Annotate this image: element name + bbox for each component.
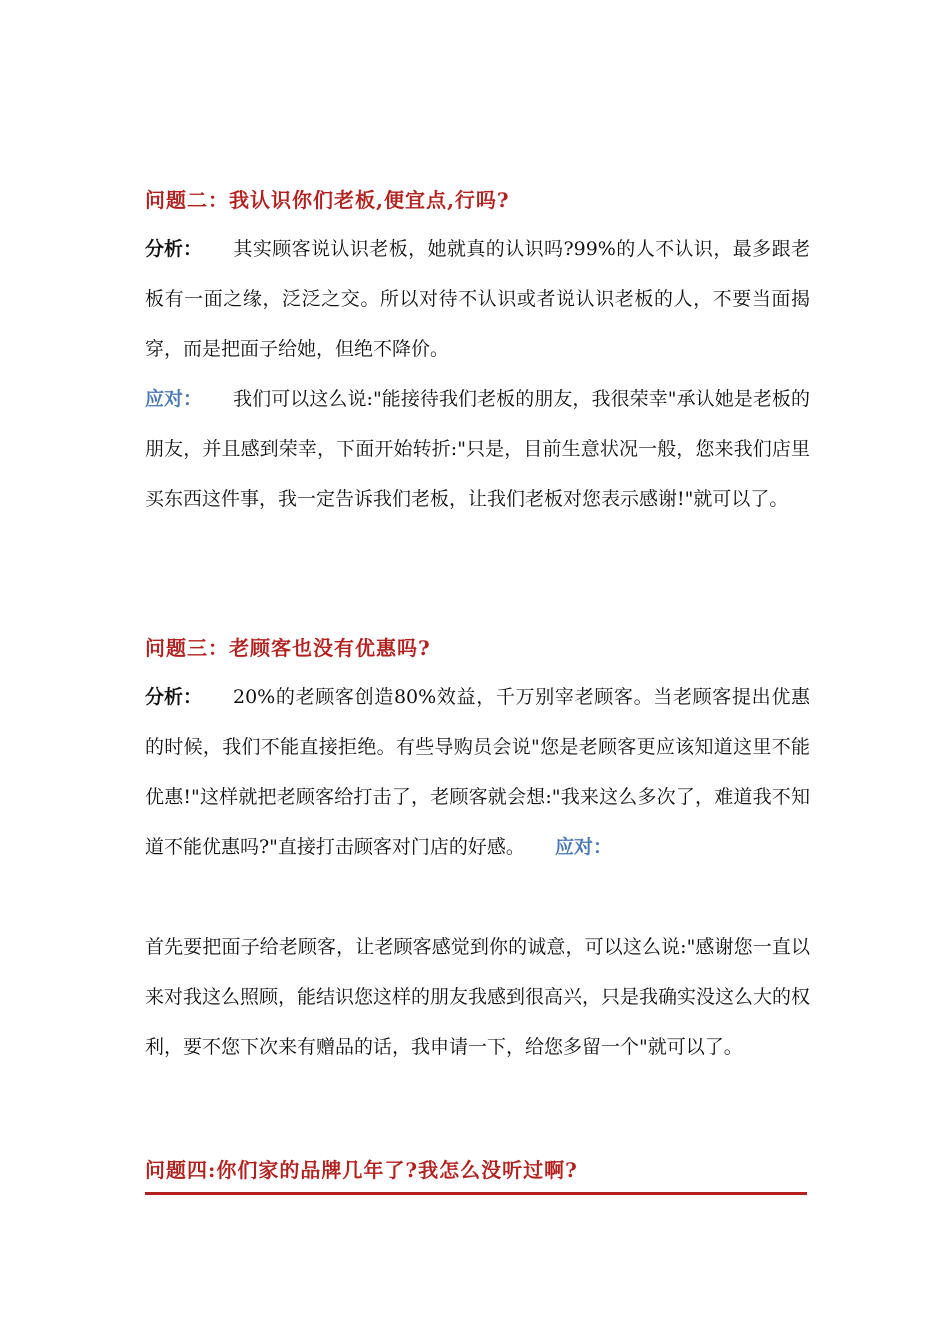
- question-2-heading: 问题二：我认识你们老板,便宜点,行吗?: [145, 188, 510, 212]
- question-2-response: [145, 374, 810, 524]
- response-text: 首先要把面子给老顾客，让老顾客感觉到你的诚意，可以这么说:"感谢您一直以来对我这么照顾，能结识您这样的朋友我感到很高兴，只是我确实没这么大的权利，要不您下次来有赠品的话，我申请一下，给您多留一个"就可以了。: [145, 936, 811, 1058]
- question-4-heading: 问题四:你们家的品牌几年了?我怎么没听过啊?: [145, 1158, 578, 1182]
- analysis-text: 20%的老顾客创造80%效益，千万别宰老顾客。当老顾客提出优惠的时候，我们不能直接拒绝。有些导购员会说"您是老顾客更应该知道这里不能优惠!"这样就把老顾客给打击了，老顾客就会想:"我来这么多次了，难道我不知道不能优惠吗?"直接打击顾客对门店的好感。: [145, 686, 810, 858]
- question-3-response: [145, 922, 810, 1072]
- heading-underline: [145, 1192, 807, 1195]
- response-label: 应对：: [554, 836, 612, 858]
- response-label: 应对：: [145, 388, 203, 410]
- response-text: 我们可以这么说:"能接待我们老板的朋友，我很荣幸"承认她是老板的朋友，并且感到荣幸，下面开始转折:"只是，目前生意状况一般，您来我们店里买东西这件事，我一定告诉我们老板，让我们老板对您表示感谢!"就可以了。: [145, 388, 810, 510]
- question-2-analysis: [145, 224, 810, 374]
- question-3-heading: 问题三：老顾客也没有优惠吗?: [145, 636, 431, 660]
- question-3-analysis: [145, 672, 810, 872]
- analysis-text: 其实顾客说认识老板，她就真的认识吗?99%的人不认识，最多跟老板有一面之缘，泛泛之交。所以对待不认识或者说认识老板的人，不要当面揭穿，而是把面子给她，但绝不降价。: [145, 238, 810, 360]
- analysis-label: 分析：: [145, 686, 203, 708]
- analysis-label: 分析：: [145, 238, 203, 260]
